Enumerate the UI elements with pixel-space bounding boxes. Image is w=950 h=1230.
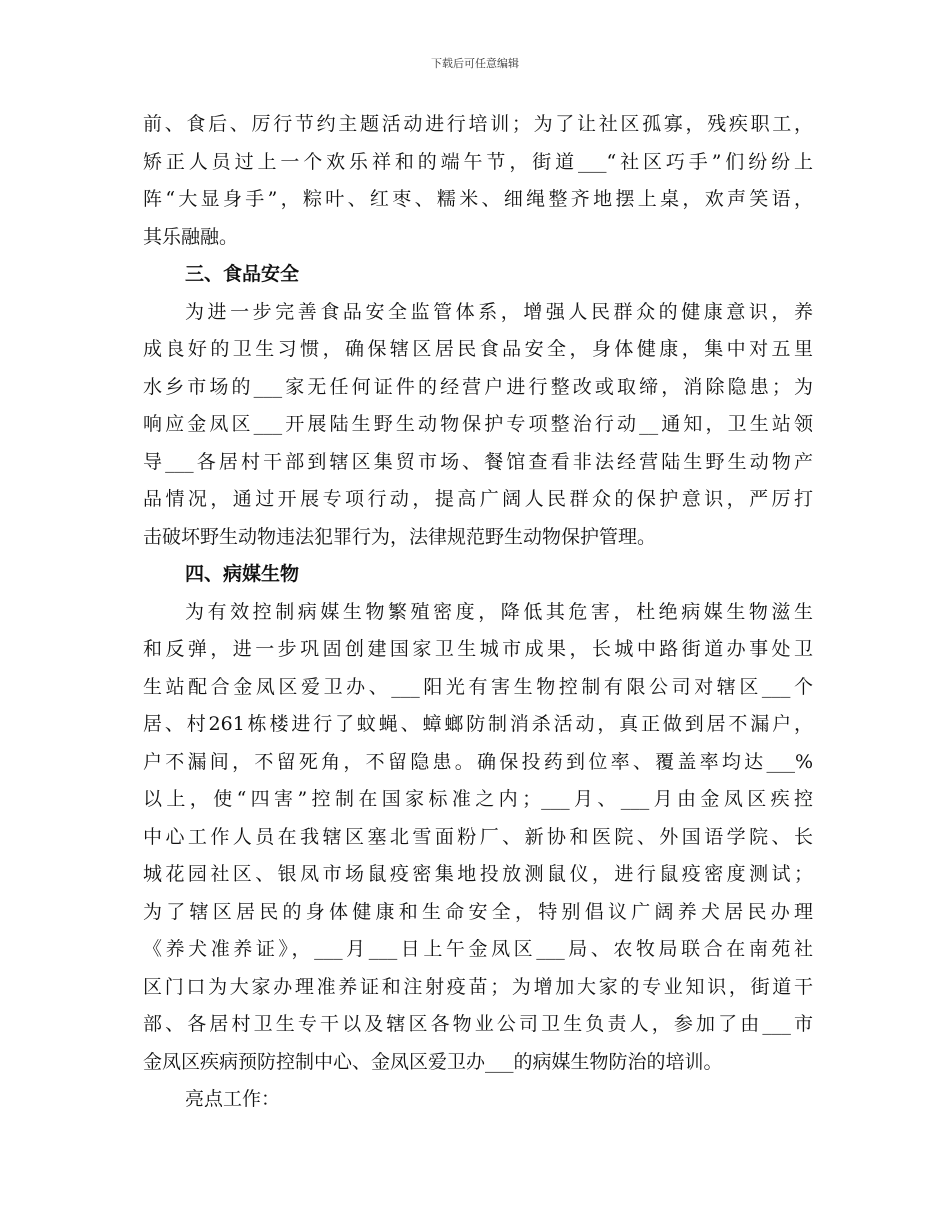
page-header: 下载后可任意编辑 [431,57,519,70]
paragraph-line: 以上，使“四害”控制在国家标准之内；___月、___月由金凤区疾控 [143,788,813,810]
section-heading: 三、食品安全 [185,263,300,285]
paragraph-line: 《养犬准养证》，___月___日上午金凤区___局、农牧局联合在南苑社 [143,938,813,960]
paragraph-line: 导___各居村干部到辖区集贸市场、餐馆查看非法经营陆生野生动物产 [143,450,813,473]
paragraph-line: 部、各居村卫生专干以及辖区各物业公司卫生负责人，参加了由___市 [143,1013,813,1035]
paragraph-line: 成良好的卫生习惯，确保辖区居民食品安全，身体健康，集中对五里 [143,338,813,360]
paragraph-line: 和反弹，进一步巩固创建国家卫生城市成果，长城中路街道办事处卫 [143,638,813,660]
paragraph-line: 亮点工作： [185,1088,281,1110]
paragraph-line: 为进一步完善食品安全监管体系，增强人民群众的健康意识，养 [185,300,813,323]
paragraph-line: 击破坏野生动物违法犯罪行为，法律规范野生动物保护管理。 [143,525,657,548]
paragraph-line: 居、村261栋楼进行了蚊蝇、蟑螂防制消杀活动，真正做到居不漏户， [143,713,813,735]
paragraph-line: 其乐融融。 [143,225,239,248]
paragraph-line: 响应金凤区___开展陆生野生动物保护专项整治行动__通知，卫生站领 [143,413,813,435]
paragraph-line: 阵“大显身手”，粽叶、红枣、糯米、细绳整齐地摆上桌，欢声笑语， [143,188,813,210]
paragraph-line: 矫正人员过上一个欢乐祥和的端午节，街道___“社区巧手”们纷纷上 [143,150,813,173]
section-heading: 四、病媒生物 [185,563,300,585]
paragraph-line: 户不漏间，不留死角，不留隐患。确保投药到位率、覆盖率均达___% [143,750,813,773]
paragraph-line: 品情况，通过开展专项行动，提高广阔人民群众的保护意识，严厉打 [143,488,813,510]
paragraph-line: 城花园社区、银凤市场鼠疫密集地投放测鼠仪，进行鼠疫密度测试； [143,863,813,885]
document-body [143,106,813,1119]
paragraph-line: 生站配合金凤区爱卫办、___阳光有害生物控制有限公司对辖区___个 [143,675,813,698]
paragraph-line: 中心工作人员在我辖区塞北雪面粉厂、新协和医院、外国语学院、长 [143,825,813,848]
paragraph-line: 水乡市场的___家无任何证件的经营户进行整改或取缔，消除隐患；为 [143,375,813,398]
paragraph-line: 区门口为大家办理准养证和注射疫苗；为增加大家的专业知识，街道干 [143,975,813,998]
paragraph-line: 金凤区疾病预防控制中心、金凤区爱卫办___的病媒生物防治的培训。 [143,1050,723,1073]
paragraph-line: 前、食后、厉行节约主题活动进行培训；为了让社区孤寡，残疾职工， [143,113,813,135]
paragraph-line: 为了辖区居民的身体健康和生命安全，特别倡议广阔养犬居民办理 [143,900,813,923]
paragraph-line: 为有效控制病媒生物繁殖密度，降低其危害，杜绝病媒生物滋生 [185,600,813,623]
